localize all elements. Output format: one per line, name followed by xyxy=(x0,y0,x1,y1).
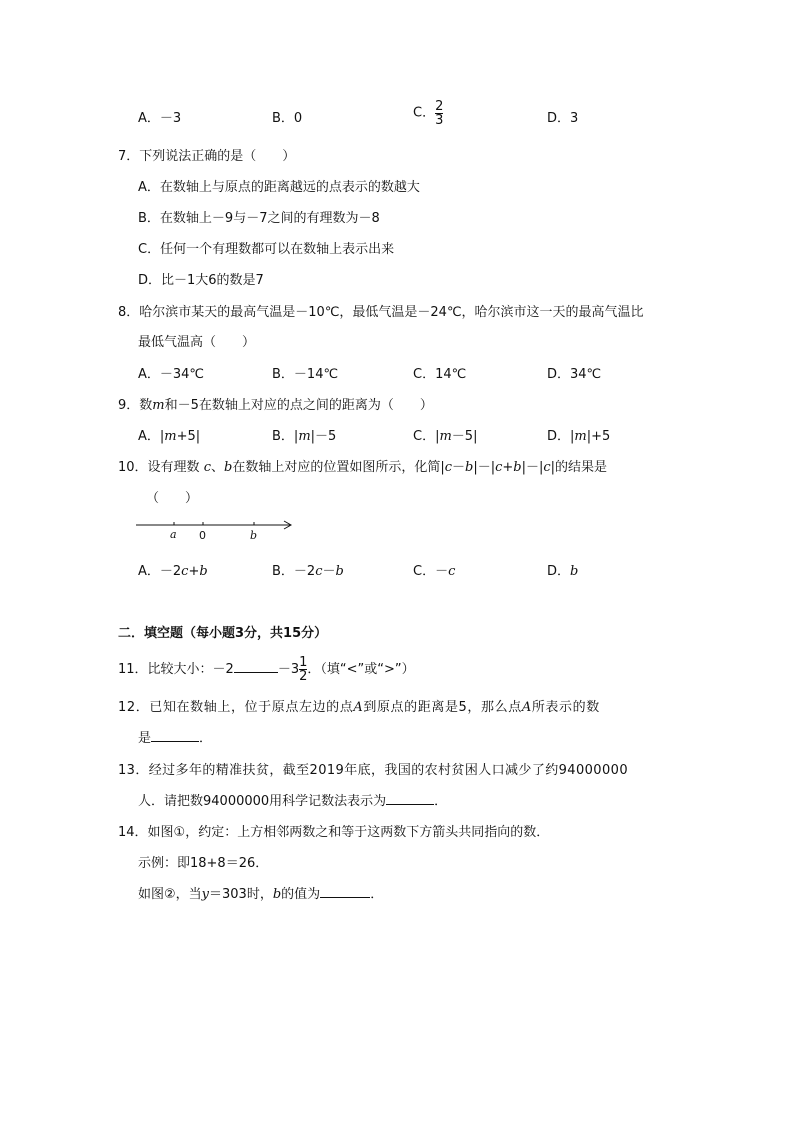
q7-option-b: B．在数轴上－9与－7之间的有理数为－8 xyxy=(138,211,380,226)
q8-stem-line2: 最低气温高（ ） xyxy=(138,335,256,350)
q13-line2: 人．请把数94000000用科学记数法表示为 ． xyxy=(138,794,448,809)
q8-option-c: C．14℃ xyxy=(413,367,467,382)
q10-paren: （ ） xyxy=(146,491,199,506)
q8-stem-line1: 8．哈尔滨市某天的最高气温是－10℃，最低气温是－24℃，哈尔滨市这一天的最高气温比 xyxy=(118,305,644,320)
q8-option-a: A．－34℃ xyxy=(138,367,205,382)
section-title-fill-in: 二．填空题（每小题3分，共15分） xyxy=(118,626,328,641)
q12-line1: 12．已知在数轴上，位于原点左边的点A到原点的距离是5，那么点A所表示的数 xyxy=(118,700,600,715)
q10-option-b: B．－2c－b xyxy=(272,564,344,579)
q12-line2: 是 ． xyxy=(138,731,213,746)
q10-stem: 10．设有理数 c、b在数轴上对应的位置如图所示，化简|c－b|－|c+b|－|c|的结果是 xyxy=(118,460,608,475)
fraction: $\frac{1}{2}$ xyxy=(299,655,308,684)
q11-line: 11．比较大小：－2 －3 $\frac{1}{2}$ ．（填“<”或“>”） xyxy=(118,655,415,684)
q6-option-c: C． $\frac{2}{3}$ xyxy=(413,99,444,128)
q7-option-c: C．任何一个有理数都可以在数轴上表示出来 xyxy=(138,242,395,257)
answer-blank xyxy=(234,672,278,673)
q14-line2: 示例：即18+8＝26． xyxy=(138,856,269,871)
answer-blank xyxy=(386,804,434,805)
q7-option-d: D．比－1大6的数是7 xyxy=(138,273,264,288)
q9-option-d: D．|m|+5 xyxy=(547,429,611,444)
q10-option-a: A．－2c+b xyxy=(138,564,208,579)
label-a: a xyxy=(170,528,177,541)
q7-stem: 7．下列说法正确的是（ ） xyxy=(118,149,296,164)
fraction: $\frac{2}{3}$ xyxy=(435,99,444,128)
answer-blank xyxy=(320,897,370,898)
q9-option-b: B．|m|－5 xyxy=(272,429,337,444)
q9-stem: 9．数m和－5在数轴上对应的点之间的距离为（ ） xyxy=(118,398,433,413)
q6-option-b: B．0 xyxy=(272,111,303,126)
label-0: 0 xyxy=(199,529,206,542)
q10-option-d: D．b xyxy=(547,564,579,579)
q7-option-a: A．在数轴上与原点的距离越远的点表示的数越大 xyxy=(138,180,420,195)
q9-option-a: A．|m+5| xyxy=(138,429,201,444)
q14-line1: 14．如图①，约定：上方相邻两数之和等于这两数下方箭头共同指向的数． xyxy=(118,825,550,840)
q6-option-a: A．－3 xyxy=(138,111,182,126)
answer-blank xyxy=(151,741,199,742)
label-b: b xyxy=(250,529,258,542)
q8-option-d: D．34℃ xyxy=(547,367,602,382)
q8-option-b: B．－14℃ xyxy=(272,367,339,382)
q9-option-c: C．|m－5| xyxy=(413,429,478,444)
q13-line1: 13．经过多年的精准扶贫，截至2019年底，我国的农村贫困人口减少了约94000000 xyxy=(118,763,628,778)
q10-option-c: C．－c xyxy=(413,564,456,579)
q14-line3: 如图②，当y＝303时，b的值为 ． xyxy=(138,887,384,902)
number-line-figure xyxy=(134,515,296,545)
q6-option-d: D．3 xyxy=(547,111,579,126)
